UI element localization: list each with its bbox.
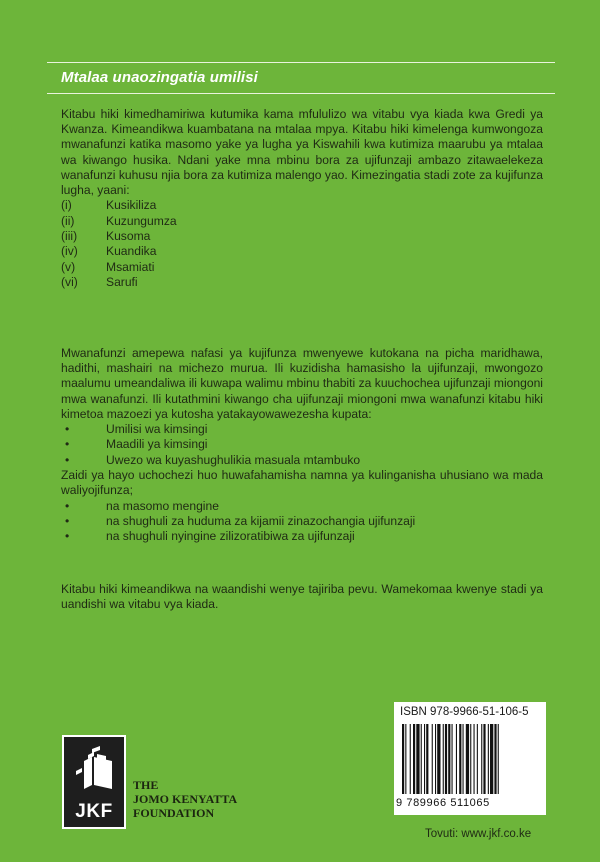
barcode-bar bbox=[426, 724, 428, 794]
barcode-bar bbox=[474, 724, 475, 794]
outcome-item bbox=[61, 453, 543, 468]
barcode-bar bbox=[459, 724, 461, 794]
bullet-icon: • bbox=[65, 452, 70, 467]
barcode-bar bbox=[483, 724, 485, 794]
skill-label: Kuzungumza bbox=[106, 213, 177, 228]
barcode-bar bbox=[437, 724, 440, 794]
barcode-bar bbox=[463, 724, 464, 794]
barcode-bar bbox=[481, 724, 482, 794]
book-icon bbox=[64, 741, 124, 799]
bullet-icon: • bbox=[65, 529, 70, 544]
isbn-label: ISBN 978-9966-51-106-5 bbox=[400, 706, 529, 718]
barcode-bar bbox=[466, 724, 469, 794]
skill-number: (v) bbox=[61, 259, 76, 274]
jkf-logo bbox=[62, 735, 126, 829]
relation-label: na shughuli nyingine zilizoratibiwa za ujifunzaji bbox=[106, 529, 355, 544]
skill-item bbox=[61, 214, 543, 229]
barcode-bar bbox=[488, 724, 489, 794]
outcome-item bbox=[61, 437, 543, 452]
barcode-bar bbox=[443, 724, 444, 794]
barcode-bar bbox=[452, 724, 453, 794]
skills-list bbox=[61, 198, 543, 290]
barcode-bar bbox=[448, 724, 450, 794]
skill-item bbox=[61, 229, 543, 244]
outcomes-list bbox=[61, 422, 543, 468]
skill-item bbox=[61, 260, 543, 275]
skill-label: Kusoma bbox=[106, 229, 151, 243]
skill-number: (vi) bbox=[61, 275, 78, 290]
skill-item bbox=[61, 244, 543, 259]
barcode-bar bbox=[413, 724, 415, 794]
barcode-box bbox=[394, 702, 546, 815]
barcode-bar bbox=[405, 724, 406, 794]
authors-paragraph: Kitabu hiki kimeandikwa na waandishi wenye tajiriba pevu. Wamekomaa kwenye stadi ya uandishi wa vitabu vya kiada. bbox=[61, 582, 543, 612]
barcode-bar bbox=[477, 724, 478, 794]
publisher-line: THE bbox=[133, 778, 159, 792]
barcode-bar bbox=[432, 724, 433, 794]
learning-section bbox=[61, 346, 543, 545]
page-heading: Mtalaa unaozingatia umilisi bbox=[61, 69, 258, 86]
logo-text: JKF bbox=[75, 801, 113, 822]
skill-label: Sarufi bbox=[106, 275, 138, 290]
relation-label: na masomo mengine bbox=[106, 498, 219, 513]
barcode-bar bbox=[490, 724, 493, 794]
barcode-bar bbox=[456, 724, 457, 794]
bullet-icon: • bbox=[65, 422, 70, 437]
outcome-item bbox=[61, 422, 543, 437]
barcode-image bbox=[400, 724, 540, 796]
barcode-bar bbox=[410, 724, 411, 794]
barcode-bar bbox=[498, 724, 499, 794]
barcode-bar bbox=[435, 724, 436, 794]
relation-label: na shughuli za huduma za kijamii zinazochangia ujifunzaji bbox=[106, 513, 416, 528]
barcode-bar bbox=[416, 724, 419, 794]
authors-section bbox=[61, 582, 543, 612]
skill-number: (i) bbox=[61, 198, 72, 213]
barcode-bar bbox=[494, 724, 496, 794]
bullet-icon: • bbox=[65, 437, 70, 452]
barcode-bar bbox=[424, 724, 425, 794]
outcome-label: Umilisi wa kimsingi bbox=[106, 422, 208, 437]
relation-item bbox=[61, 529, 543, 544]
skill-number: (iv) bbox=[61, 244, 78, 259]
relation-paragraph: Zaidi ya hayo uchochezi huo huwafahamisha namna ya kulinganisha uhusiano wa mada waliyojifunza; bbox=[61, 468, 543, 498]
skill-item bbox=[61, 275, 543, 290]
barcode-number: 9 789966 511065 bbox=[396, 797, 490, 809]
bullet-icon: • bbox=[65, 513, 70, 528]
publisher-name bbox=[133, 778, 237, 820]
publisher-line: JOMO KENYATTA bbox=[133, 792, 238, 806]
intro-paragraph: Kitabu hiki kimedhamiriwa kutumika kama mfululizo wa vitabu vya kiada kwa Gredi ya Kwanza. Kimeandikwa kuambatana na mtalaa mpya. Kitabu hiki kimelenga kumwongoza mwanafunzi katika masomo yake ya lugha ya Kiswahili kwa kutimiza maarubu ya mtalaa wa kiwango husika. Ndani yake mna mbinu bora za ujifunzaji ambazo zitawaelekeza wanafunzi kuhusu njia bora za kutimiza malengo yao. Kimezingatia stadi zote za kujifunza lugha, yaani: bbox=[61, 107, 543, 198]
bullet-icon: • bbox=[65, 498, 70, 513]
intro-section bbox=[61, 107, 543, 291]
relations-list bbox=[61, 499, 543, 545]
barcode-bar bbox=[470, 724, 471, 794]
relation-item bbox=[61, 514, 543, 529]
relation-item bbox=[61, 499, 543, 514]
skill-label: Msamiati bbox=[106, 259, 155, 274]
skill-label: Kuandika bbox=[106, 244, 157, 259]
learning-paragraph: Mwanafunzi amepewa nafasi ya kujifunza mwenyewe kutokana na picha maridhawa, hadithi, mashairi na michezo murua. Ili kuzidisha hamasisho la ujifunzaji, mwongozo maalumu umeandaliwa ili kuwapa walimu mbinu thabiti za kuuchochea ujifunzaji miongoni mwa wanafunzi. Ili kutathmini kiwango cha ujifunzaji miongoni mwa wanafunzi kitabu hiki kimetoa mazoezi ya kutosha yatakayowawezesha kupata: bbox=[61, 346, 543, 421]
website-url: Tovuti: www.jkf.co.ke bbox=[425, 828, 532, 840]
publisher-line: FOUNDATION bbox=[133, 806, 215, 820]
skill-number: (ii) bbox=[61, 213, 75, 228]
heading-band bbox=[47, 62, 555, 94]
barcode-bar bbox=[402, 724, 404, 794]
skill-label: Kusikiliza bbox=[106, 198, 157, 213]
skill-item bbox=[61, 198, 543, 213]
barcode-bar bbox=[421, 724, 422, 794]
outcome-label: Uwezo wa kuyashughulikia masuala mtambuko bbox=[106, 452, 361, 467]
outcome-label: Maadili ya kimsingi bbox=[106, 437, 208, 452]
barcode-bar bbox=[445, 724, 447, 794]
skill-number: (iii) bbox=[61, 229, 78, 243]
